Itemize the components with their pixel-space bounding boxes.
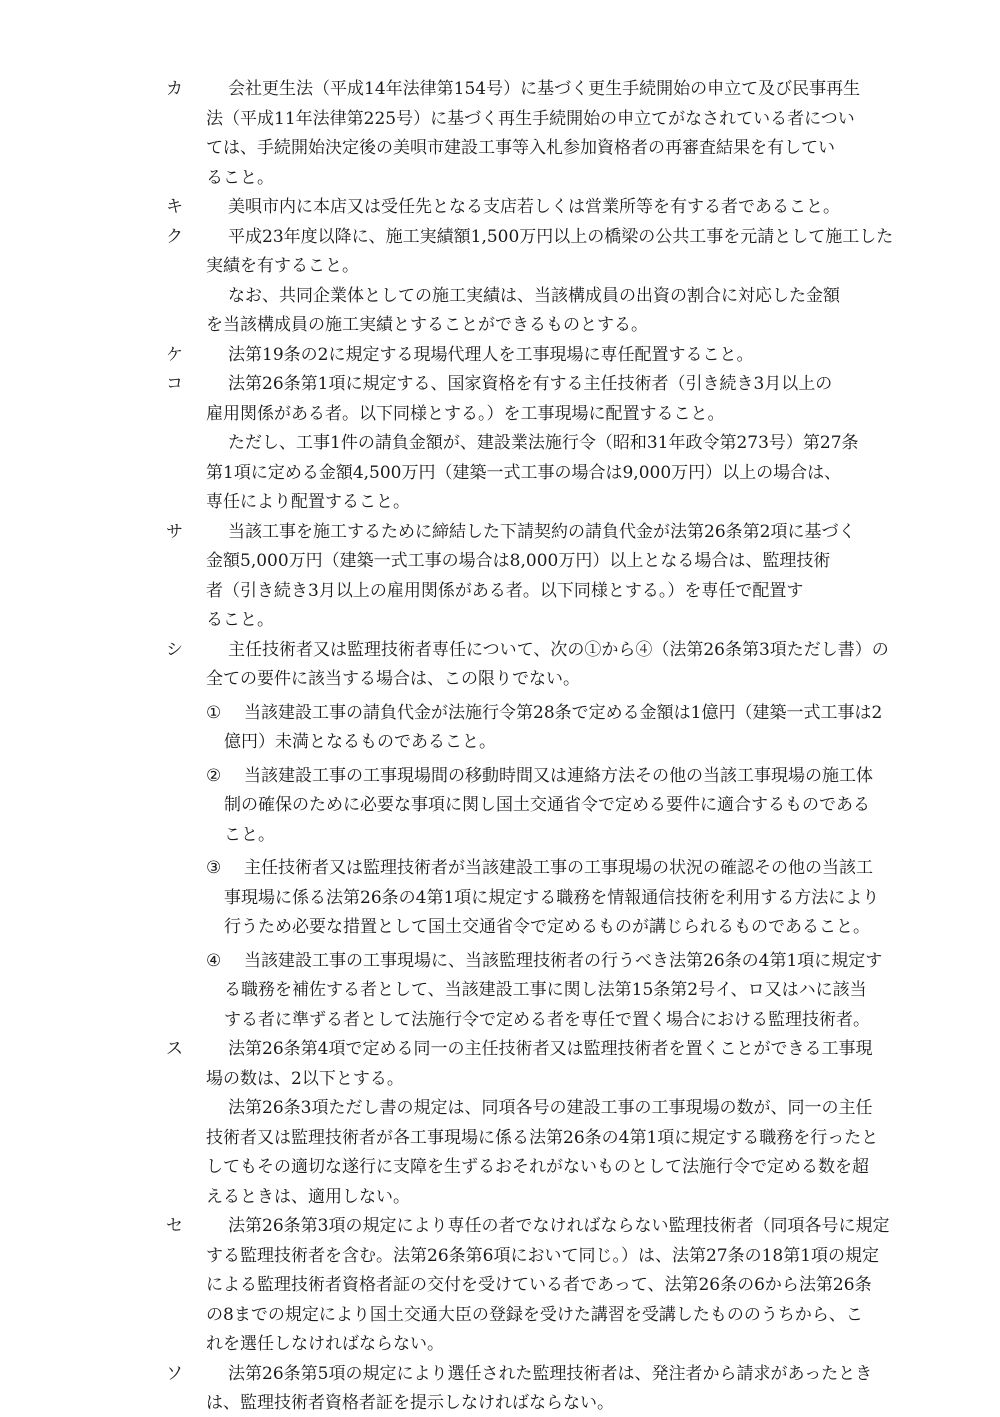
paragraph-line: は、監理技術者資格者証を提示しなければならない。 — [206, 1393, 614, 1413]
paragraph-line: する監理技術者を含む。法第26条第6項において同じ。）は、法第27条の18第1項の規定 — [206, 1245, 880, 1266]
paragraph-line: えるときは、適用しない。 — [206, 1186, 410, 1207]
item-label: シ — [166, 639, 183, 660]
item-label: コ — [166, 374, 183, 394]
subitem-line: する者に準ずる者として法施行令で定める者を専任で置く場合における監理技術者。 — [224, 1009, 870, 1030]
paragraph-line: 技術者又は監理技術者が各工事現場に係る法第26条の4第1項に規定する職務を行ったと — [206, 1127, 879, 1148]
paragraph-line: 法第26条第4項で定める同一の主任技術者又は監理技術者を置くことができる工事現 — [228, 1039, 873, 1059]
subitem-mark: ③ — [206, 858, 222, 878]
paragraph-line: による監理技術者資格者証の交付を受けている者であって、法第26条の6から法第26条 — [206, 1275, 872, 1295]
paragraph-line: 法第19条の2に規定する現場代理人を工事現場に専任配置すること。 — [228, 344, 754, 365]
paragraph-line: 場の数は、2以下とする。 — [206, 1068, 404, 1089]
subitem-mark: ② — [206, 765, 222, 786]
paragraph-line: 法第26条第5項の規定により選任された監理技術者は、発注者から請求があったとき — [228, 1363, 873, 1384]
paragraph-line: 全ての要件に該当する場合は、この限りでない。 — [206, 669, 580, 689]
subitem-line: 行うため必要な措置として国土交通省令で定めるものが講じられるものであること。 — [224, 917, 870, 937]
subitem-mark: ① — [206, 702, 222, 723]
paragraph-line: 会社更生法（平成14年法律第154号）に基づく更生手続開始の申立て及び民事再生 — [228, 79, 861, 99]
item-label: カ — [166, 79, 183, 99]
paragraph-line: 主任技術者又は監理技術者専任について、次の①から④（法第26条第3項ただし書）の — [228, 639, 889, 660]
paragraph-line: ること。 — [206, 610, 274, 630]
paragraph-line: 専任により配置すること。 — [206, 492, 410, 512]
item-label: ス — [166, 1039, 183, 1059]
paragraph-line: を当該構成員の施工実績とすることができるものとする。 — [206, 315, 648, 335]
item-label: ケ — [166, 344, 183, 365]
paragraph-line: れを選任しなければならない。 — [206, 1334, 444, 1354]
subitem-line: る職務を補佐する者として、当該建設工事に関し法第15条第2号イ、ロ又はハに該当 — [224, 980, 867, 1000]
paragraph-line: 法第26条第1項に規定する、国家資格を有する主任技術者（引き続き3月以上の — [228, 374, 833, 394]
subitem-line: 億円）未満となるものであること。 — [224, 732, 496, 752]
item-label: ソ — [166, 1363, 183, 1384]
paragraph-line: 雇用関係がある者。以下同様とする。）を工事現場に配置すること。 — [206, 403, 725, 424]
paragraph-line: 金額5,000万円（建築一式工事の場合は8,000万円）以上となる場合は、監理技術 — [206, 551, 831, 571]
paragraph-line: ては、手続開始決定後の美唄市建設工事等入札参加資格者の再審査結果を有してい — [206, 138, 835, 158]
paragraph-line: なお、共同企業体としての施工実績は、当該構成員の出資の割合に対応した金額 — [228, 285, 840, 306]
paragraph-line: してもその適切な遂行に支障を生ずるおそれがないものとして法施行令で定める数を超 — [206, 1157, 869, 1177]
paragraph-line: 第1項に定める金額4,500万円（建築一式工事の場合は9,000万円）以上の場合は、 — [206, 462, 842, 483]
paragraph-line: 当該工事を施工するために締結した下請契約の請負代金が法第26条第2項に基づく — [228, 521, 856, 542]
paragraph-line: 者（引き続き3月以上の雇用関係がある者。以下同様とする。）を専任で配置す — [206, 580, 804, 601]
subitem-line: 事現場に係る法第26条の4第1項に規定する職務を情報通信技術を利用する方法により — [224, 887, 880, 908]
paragraph-line: 法第26条3項ただし書の規定は、同項各号の建設工事の工事現場の数が、同一の主任 — [228, 1098, 873, 1118]
paragraph-line: 美唄市内に本店又は受任先となる支店若しくは営業所等を有する者であること。 — [228, 197, 840, 217]
paragraph-line: ただし、工事1件の請負金額が、建設業法施行令（昭和31年政令第273号）第27条 — [228, 433, 859, 453]
subitem-line: 当該建設工事の工事現場間の移動時間又は連絡方法その他の当該工事現場の施工体 — [244, 765, 873, 786]
paragraph-line: 実績を有すること。 — [206, 256, 359, 276]
subitem-line: 制の確保のために必要な事項に関し国土交通省令で定める要件に適合するものである — [224, 795, 870, 815]
paragraph-line: ること。 — [206, 167, 274, 188]
item-label: サ — [166, 521, 183, 542]
item-label: セ — [166, 1216, 183, 1236]
subitem-line: 当該建設工事の請負代金が法施行令第28条で定める金額は1億円（建築一式工事は2 — [244, 702, 883, 723]
paragraph-line: の8までの規定により国土交通大臣の登録を受けた講習を受講したもののうちから、こ — [206, 1304, 863, 1325]
paragraph-line: 法第26条第3項の規定により専任の者でなければならない監理技術者（同項各号に規定 — [228, 1216, 890, 1236]
paragraph-line: 平成23年度以降に、施工実績額1,500万円以上の橋梁の公共工事を元請として施工した — [228, 226, 894, 247]
item-label: ク — [166, 226, 183, 247]
paragraph-line: 法（平成11年法律第225号）に基づく再生手続開始の申立てがなされている者につい — [206, 108, 855, 129]
subitem-mark: ④ — [206, 950, 222, 971]
subitem-line: 当該建設工事の工事現場に、当該監理技術者の行うべき法第26条の4第1項に規定す — [244, 950, 883, 971]
subitem-line: こと。 — [224, 824, 275, 845]
subitem-line: 主任技術者又は監理技術者が当該建設工事の工事現場の状況の確認その他の当該工 — [244, 858, 873, 878]
item-label: キ — [166, 197, 183, 217]
